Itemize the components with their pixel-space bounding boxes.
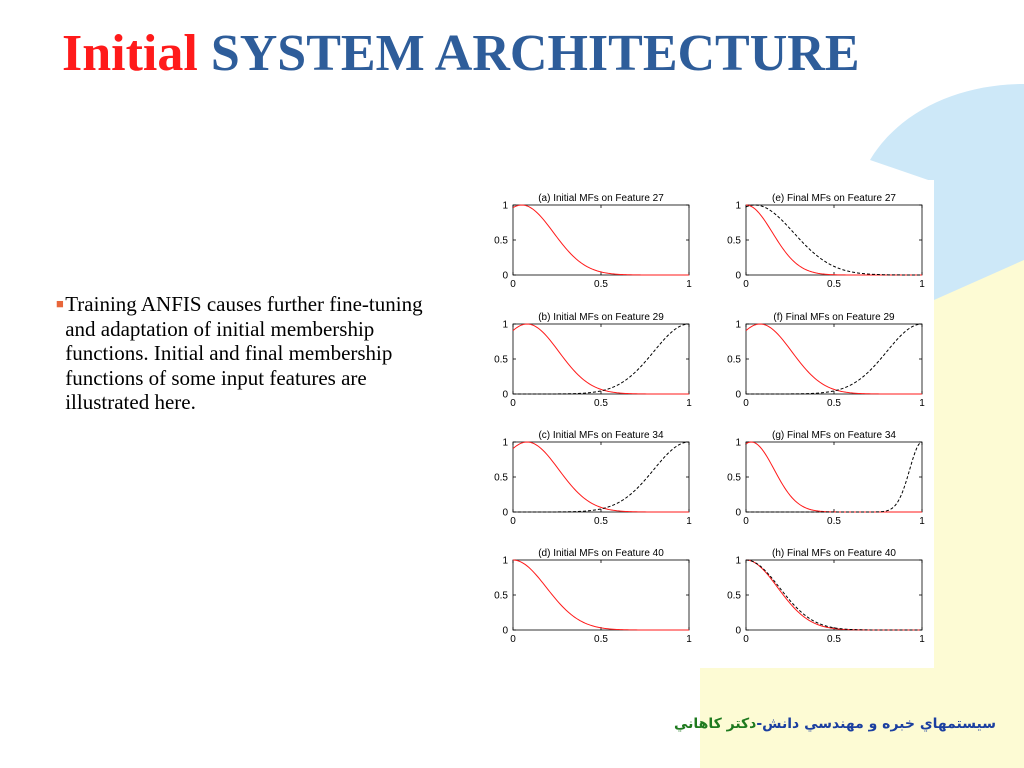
y-tick-label: 0.5	[494, 354, 508, 366]
x-tick-label: 0	[510, 279, 516, 290]
y-tick-label: 1	[735, 555, 741, 567]
x-tick-label: 0	[510, 516, 516, 527]
yellow-side-strip	[934, 260, 1024, 668]
x-tick-label: 0.5	[594, 279, 608, 290]
y-tick-label: 0	[735, 507, 741, 519]
bullet-text: Training ANFIS causes further fine-tuning and adaptation of initial membership functions. Initial and final membership functions of some input features are illustrated here.	[65, 292, 423, 414]
y-tick-label: 1	[502, 319, 508, 331]
x-tick-label: 1	[686, 398, 692, 409]
plot-frame	[513, 442, 689, 512]
x-tick-label: 0.5	[827, 279, 841, 290]
membership-functions-figure	[476, 180, 934, 668]
y-tick-label: 0.5	[494, 590, 508, 602]
x-tick-label: 1	[919, 516, 925, 527]
x-tick-label: 0	[743, 398, 749, 409]
y-tick-label: 0.5	[494, 472, 508, 484]
plot-frame	[746, 205, 922, 275]
plot-frame	[746, 442, 922, 512]
x-tick-label: 0	[743, 516, 749, 527]
y-tick-label: 1	[735, 200, 741, 212]
x-tick-label: 0.5	[827, 634, 841, 645]
x-tick-label: 0	[510, 634, 516, 645]
plot-frame	[746, 560, 922, 630]
y-tick-label: 1	[735, 319, 741, 331]
subplot-title: (a) Initial MFs on Feature 27	[538, 193, 664, 204]
title-main-text: SYSTEM ARCHITECTURE	[210, 25, 860, 82]
y-tick-label: 0.5	[727, 590, 741, 602]
x-tick-label: 0.5	[594, 516, 608, 527]
x-tick-label: 1	[686, 279, 692, 290]
x-tick-label: 0	[510, 398, 516, 409]
y-tick-label: 0	[735, 270, 741, 282]
x-tick-label: 0.5	[594, 634, 608, 645]
page-title	[62, 24, 860, 84]
subplot-title: (h) Final MFs on Feature 40	[772, 548, 896, 559]
bullet-list-item	[56, 292, 436, 415]
title-accent-word: Initial	[62, 25, 198, 82]
y-tick-label: 0	[502, 507, 508, 519]
subplot-title: (c) Initial MFs on Feature 34	[538, 430, 664, 441]
footer-credit	[674, 716, 996, 732]
y-tick-label: 0.5	[727, 354, 741, 366]
x-tick-label: 1	[686, 634, 692, 645]
y-tick-label: 1	[502, 437, 508, 449]
x-tick-label: 1	[919, 398, 925, 409]
subplot-title: (d) Initial MFs on Feature 40	[538, 548, 664, 559]
footer-author: دکتر کاهاني	[673, 716, 757, 732]
x-tick-label: 0.5	[827, 398, 841, 409]
y-tick-label: 0	[735, 625, 741, 637]
x-tick-label: 1	[919, 279, 925, 290]
x-tick-label: 0	[743, 279, 749, 290]
x-tick-label: 0.5	[594, 398, 608, 409]
y-tick-label: 0	[735, 389, 741, 401]
x-tick-label: 1	[686, 516, 692, 527]
y-tick-label: 0.5	[727, 235, 741, 247]
y-tick-label: 0	[502, 389, 508, 401]
subplot-title: (g) Final MFs on Feature 34	[772, 430, 896, 441]
x-tick-label: 1	[919, 634, 925, 645]
subplot-title: (b) Initial MFs on Feature 29	[538, 312, 664, 323]
subplot-title: (e) Final MFs on Feature 27	[772, 193, 896, 204]
subplot-title: (f) Final MFs on Feature 29	[773, 312, 895, 323]
footer-course-title: سيستمهاي خبره و مهندسي دانش-	[756, 716, 996, 732]
y-tick-label: 0.5	[727, 472, 741, 484]
x-tick-label: 0	[743, 634, 749, 645]
y-tick-label: 0	[502, 270, 508, 282]
plot-frame	[513, 324, 689, 394]
y-tick-label: 1	[735, 437, 741, 449]
y-tick-label: 0	[502, 625, 508, 637]
plot-frame	[746, 324, 922, 394]
plot-frame	[513, 560, 689, 630]
y-tick-label: 0.5	[494, 235, 508, 247]
x-tick-label: 0.5	[827, 516, 841, 527]
y-tick-label: 1	[502, 555, 508, 567]
y-tick-label: 1	[502, 200, 508, 212]
square-bullet-icon: ■	[56, 296, 64, 311]
subplot-6	[727, 430, 925, 527]
